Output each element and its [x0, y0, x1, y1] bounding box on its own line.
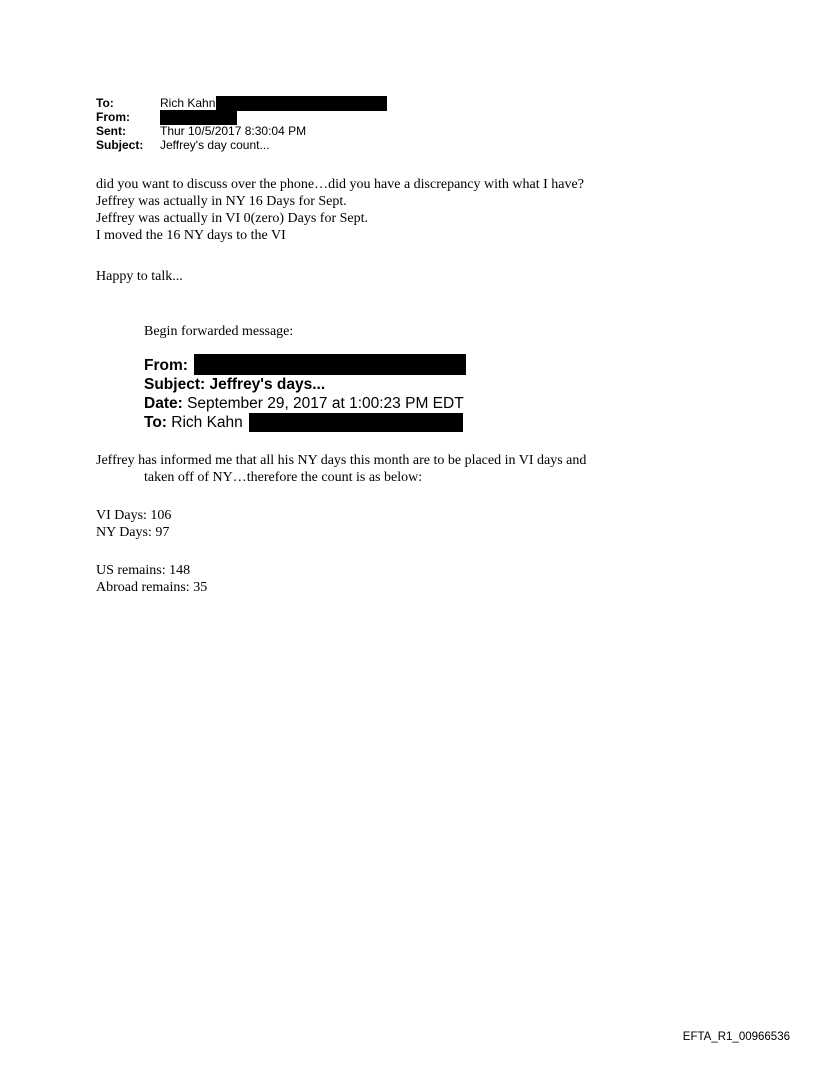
paragraph-line: taken off of NY…therefore the count is as below: — [144, 470, 423, 485]
redaction-box — [160, 110, 237, 125]
from-value — [160, 110, 237, 125]
subject-value: Jeffrey's day count... — [160, 138, 270, 152]
email-body — [96, 176, 736, 244]
fwd-subject-value: Jeffrey's days... — [209, 376, 326, 393]
fwd-subject-label: Subject: — [144, 376, 206, 393]
to-label: To: — [96, 96, 114, 110]
closing-line: Happy to talk... — [96, 269, 183, 284]
redaction-box — [249, 413, 463, 432]
fwd-subject-row — [144, 375, 466, 394]
abroad-remains: Abroad remains: 35 — [96, 580, 208, 595]
document-id: EFTA_R1_00966536 — [682, 1031, 790, 1043]
forwarded-paragraph — [96, 452, 696, 486]
forward-intro: Begin forwarded message: — [144, 324, 294, 339]
to-name: Rich Kahn — [160, 96, 216, 110]
redaction-box — [194, 354, 466, 375]
body-line: Jeffrey was actually in VI 0(zero) Days for Sept. — [96, 211, 369, 226]
ny-days: NY Days: 97 — [96, 525, 170, 540]
fwd-to-value: Rich Kahn — [171, 414, 243, 431]
day-counts — [96, 507, 171, 541]
fwd-from-row — [144, 356, 466, 375]
vi-days: VI Days: 106 — [96, 508, 172, 523]
body-line: Jeffrey was actually in NY 16 Days for Sept. — [96, 194, 347, 209]
fwd-date-label: Date: — [144, 395, 183, 412]
fwd-to-label: To: — [144, 414, 167, 431]
body-line: I moved the 16 NY days to the VI — [96, 228, 286, 243]
us-remains: US remains: 148 — [96, 563, 191, 578]
fwd-from-label: From: — [144, 357, 188, 374]
subject-label: Subject: — [96, 138, 144, 152]
forwarded-header — [144, 356, 466, 432]
from-label: From: — [96, 110, 130, 124]
sent-label: Sent: — [96, 124, 126, 138]
paragraph-line: Jeffrey has informed me that all his NY days this month are to be placed in VI days and — [96, 453, 587, 468]
body-line: did you want to discuss over the phone…did you have a discrepancy with what I have? — [96, 177, 584, 192]
fwd-date-value: September 29, 2017 at 1:00:23 PM EDT — [187, 395, 464, 412]
fwd-date-row — [144, 394, 466, 413]
fwd-to-row — [144, 413, 466, 432]
remaining-counts — [96, 562, 207, 596]
sent-value: Thur 10/5/2017 8:30:04 PM — [160, 124, 307, 138]
to-value — [160, 96, 387, 111]
redaction-box — [216, 96, 387, 111]
